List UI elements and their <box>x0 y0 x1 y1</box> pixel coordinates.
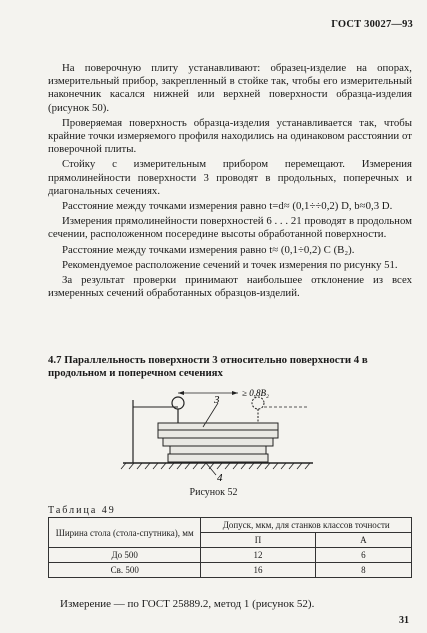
tolerance-table <box>48 517 412 578</box>
surface-label-4: 4 <box>217 472 223 483</box>
paragraph: Проверяемая поверхность образца-изделия устанавливается так, чтобы крайние точки измеряемого профиля находились на одинаковом расстоянии от поверочной плиты. <box>48 116 412 156</box>
group-header: Допуск, мкм, для станков классов точности <box>201 518 412 533</box>
paragraph: Расстояние между точками измерения равно t=d≈ (0,1÷÷0,2) D, b≈0,3 D. <box>62 200 393 213</box>
paragraph: Измерения прямолинейности поверхностей 6 . . . 21 проводят в продольном сечении, расположенном посередине высоты обработанной поверхности. <box>48 215 412 241</box>
page-number: 31 <box>399 615 409 626</box>
paragraph: Стойку с измерительным прибором перемещают. Измерения прямолинейности поверхности 3 проводят в продольных, поперечных и диагональных сечениях. <box>48 158 412 197</box>
table-body <box>158 430 278 438</box>
tolerance-cell: 16 <box>201 563 315 578</box>
tolerance-cell: 6 <box>315 548 411 563</box>
measurement-note: Измерение — по ГОСТ 25889.2, метод 1 (рисунок 52). <box>60 598 315 610</box>
dimension-label: ≥ 0,8B₂ <box>242 388 270 398</box>
section-title: 4.7 Параллельность поверхности 3 относительно поверхности 4 в продольном и поперечном сечениях <box>48 354 368 379</box>
class-header: А <box>315 533 411 548</box>
surface-label-3: 3 <box>214 394 220 406</box>
leader-line-4 <box>206 463 216 475</box>
base-block <box>168 454 268 462</box>
dimension-arrow <box>178 391 184 395</box>
body-text <box>48 62 412 302</box>
table-title: Таблица 49 <box>48 505 116 516</box>
table-row <box>49 563 412 578</box>
class-header: П <box>201 533 315 548</box>
figure-caption: Рисунок 52 <box>189 487 238 498</box>
width-cell: До 500 <box>49 548 201 563</box>
base-block <box>163 438 273 446</box>
width-cell: Св. 500 <box>49 563 201 578</box>
ground-hatching <box>121 463 310 469</box>
paragraph: Рекомендуемое расположение сечений и точек измерения по рисунку 51. <box>62 258 398 271</box>
paragraph: За результат проверки принимают наибольшее отклонение из всех измеренных сечений обработанных образцов-изделий. <box>48 274 412 300</box>
tolerance-cell: 8 <box>315 563 411 578</box>
column-header: Ширина стола (стола-спутника), мм <box>49 518 201 548</box>
dimension-arrow <box>232 391 238 395</box>
standard-header: ГОСТ 30027—93 <box>331 19 413 30</box>
table-surface <box>158 423 278 430</box>
figure-52-diagram <box>118 383 318 483</box>
paragraph: Расстояние между точками измерения равно t≈ (0,1÷0,2) C (B₂). <box>62 243 355 256</box>
tolerance-cell: 12 <box>201 548 315 563</box>
indicator-gauge-dashed <box>252 397 264 409</box>
table-row <box>49 548 412 563</box>
base-block <box>170 446 266 454</box>
paragraph: На поверочную плиту устанавливают: образец-изделие на опорах, измерительный прибор, закрепленный в стойке так, чтобы его измерительный наконечник касался нижней или верхней поверхности образца-изделия (рисунок 50). <box>48 62 412 114</box>
